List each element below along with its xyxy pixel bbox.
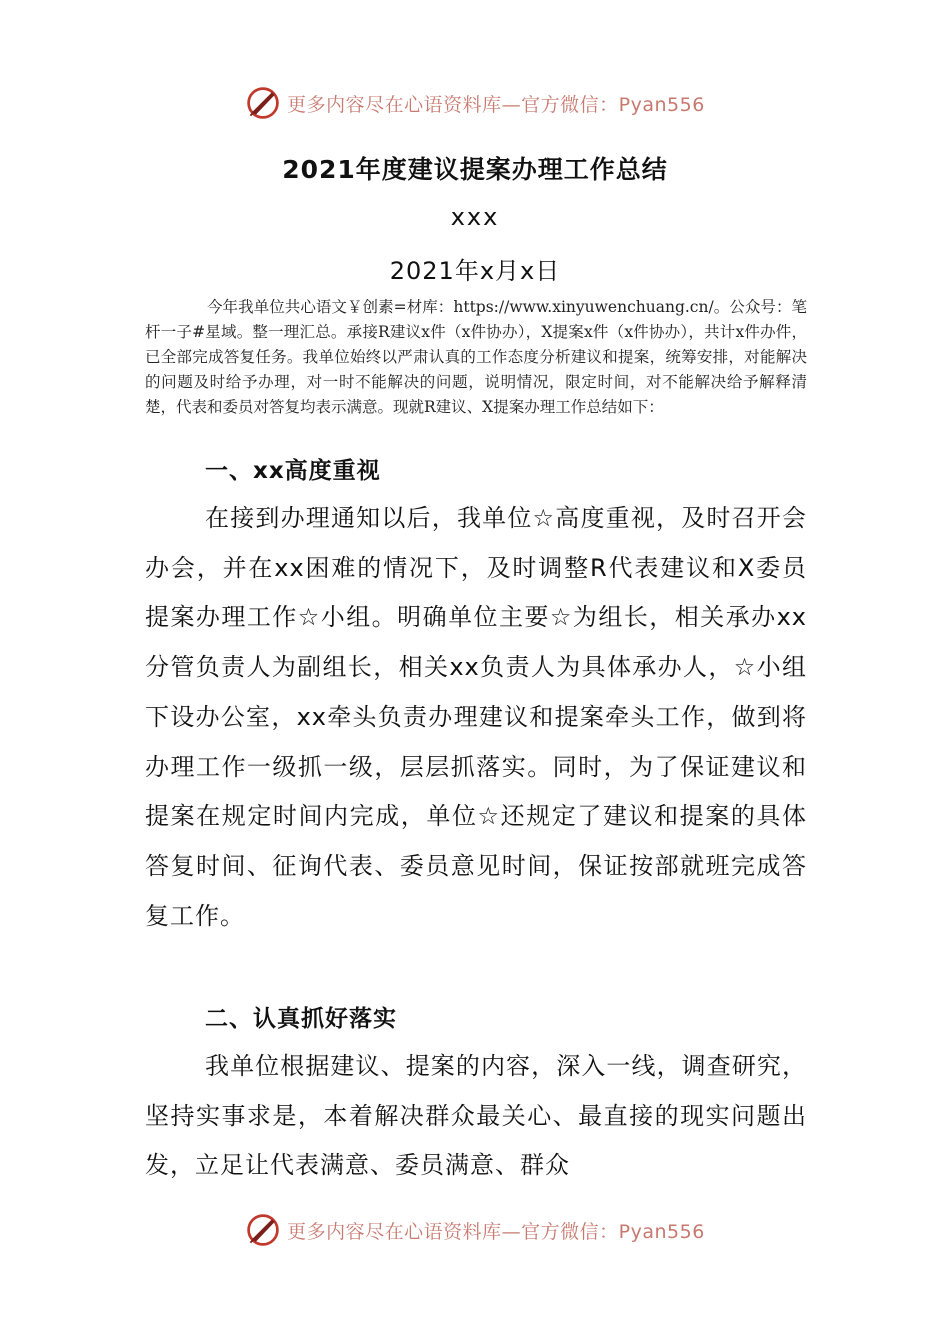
intro-paragraph: 今年我单位共心语文￥创素=材库：https://www.xinyuwenchuang.cn/。公众号：笔杆一子#星域。整一理汇总。承接R建议x件（x件协办），X提案x件（x件协办），共计x件办件，已全部完成答复任务。我单位始终以严肃认真的工作态度分析建议和提案，统筹安排，对能解决的问题及时给予办理，对一时不能解决的问题，说明情况，限定时间，对不能解决给予解释清楚，代表和委员对答复均表示满意。现就R建议、X提案办理工作总结如下： (145, 298, 807, 416)
section2-body: 我单位根据建议、提案的内容，深入一线，调查研究，坚持实事求是，本着解决群众最关心、最直接的现实问题出发，立足让代表满意、委员满意、群众 (145, 1052, 807, 1180)
section2-heading: 二、认真抓好落实 (205, 1006, 397, 1032)
banner-text-cn: 更多内容尽在心语资料库—官方微信： (287, 93, 619, 116)
document-author: xxx (450, 203, 500, 231)
document-title: 2021年度建议提案办理工作总结 (282, 155, 668, 184)
banner-text-cn: 更多内容尽在心语资料库—官方微信： (287, 1220, 619, 1243)
quill-seal-logo-icon (245, 85, 281, 121)
banner-wechat-id: Pyan556 (618, 1220, 705, 1243)
document-date: 2021年x月x日 (389, 257, 561, 285)
header-watermark-banner (0, 83, 950, 123)
quill-seal-logo-icon (245, 1212, 281, 1248)
banner-wechat-id: Pyan556 (618, 93, 705, 116)
section1-heading: 一、xx高度重视 (205, 458, 381, 484)
section1-body: 在接到办理通知以后，我单位☆高度重视，及时召开会办会，并在xx困难的情况下，及时调整R代表建议和X委员提案办理工作☆小组。明确单位主要☆为组长，相关承办xx分管负责人为副组长，相关xx负责人为具体承办人，☆小组下设办公室，xx牵头负责办理建议和提案牵头工作，做到将办理工作一级抓一级，层层抓落实。同时，为了保证建议和提案在规定时间内完成，单位☆还规定了建议和提案的具体答复时间、征询代表、委员意见时间，保证按部就班完成答复工作。 (145, 504, 807, 930)
footer-watermark-banner (0, 1210, 950, 1250)
